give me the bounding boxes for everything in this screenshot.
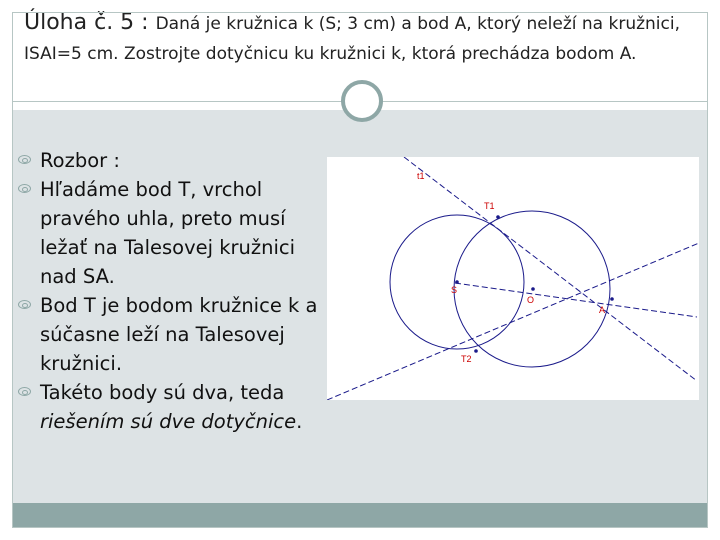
bullet-marker-icon: [18, 387, 31, 396]
bullet-list: [12, 146, 322, 436]
title-prefix: Úloha č. 5 :: [24, 10, 156, 35]
bullet-item-hladame: [12, 175, 322, 291]
bullet-text: Bod T je bodom kružnice k a súčasne leží na Talesovej kružnici.: [40, 294, 318, 375]
label-point-s: S: [451, 285, 458, 295]
title-text: Daná je kružnica k (S; 3 cm) a bod A, ktorý neleží na kružnici, ISAI=5 cm. Zostrojte dotyčnicu ku kružnici k, ktorá prechádza bodom A.: [24, 14, 681, 64]
label-t1-line: t1: [417, 171, 425, 181]
construction-figure: [327, 157, 699, 400]
point-t1: [496, 215, 500, 219]
slide-title: [24, 8, 714, 69]
footer-band: [12, 503, 708, 528]
bullet-text: Hľadáme bod T, vrchol pravého uhla, preto musí ležať na Talesovej kružnici nad SA.: [40, 178, 296, 288]
bullet-text: Takéto body sú dva, teda: [40, 381, 285, 404]
point-o: [531, 287, 535, 291]
point-t2: [474, 349, 478, 353]
point-s: [455, 280, 459, 284]
bullet-emphasis: riešením sú dve dotyčnice: [40, 410, 297, 433]
label-point-o: O: [527, 295, 535, 305]
label-point-t1: T1: [484, 201, 495, 211]
bullet-item-rozbor: [12, 146, 322, 175]
bullet-marker-icon: [18, 155, 31, 164]
bullet-item-bod-t: [12, 291, 322, 378]
bullet-item-dve-riesenia: [12, 378, 322, 436]
construction-diagram: [327, 157, 699, 400]
decorative-ring-icon: [341, 80, 383, 122]
bullet-suffix: .: [296, 410, 303, 433]
label-point-a: A: [599, 305, 606, 315]
content-panel: [12, 110, 708, 503]
point-a: [610, 297, 614, 301]
bullet-text: Rozbor :: [40, 149, 120, 172]
label-point-t2: T2: [461, 354, 472, 364]
tangent-t1: [404, 157, 697, 381]
bullet-marker-icon: [18, 300, 31, 309]
tangent-t2: [327, 243, 699, 400]
bullet-marker-icon: [18, 184, 31, 193]
